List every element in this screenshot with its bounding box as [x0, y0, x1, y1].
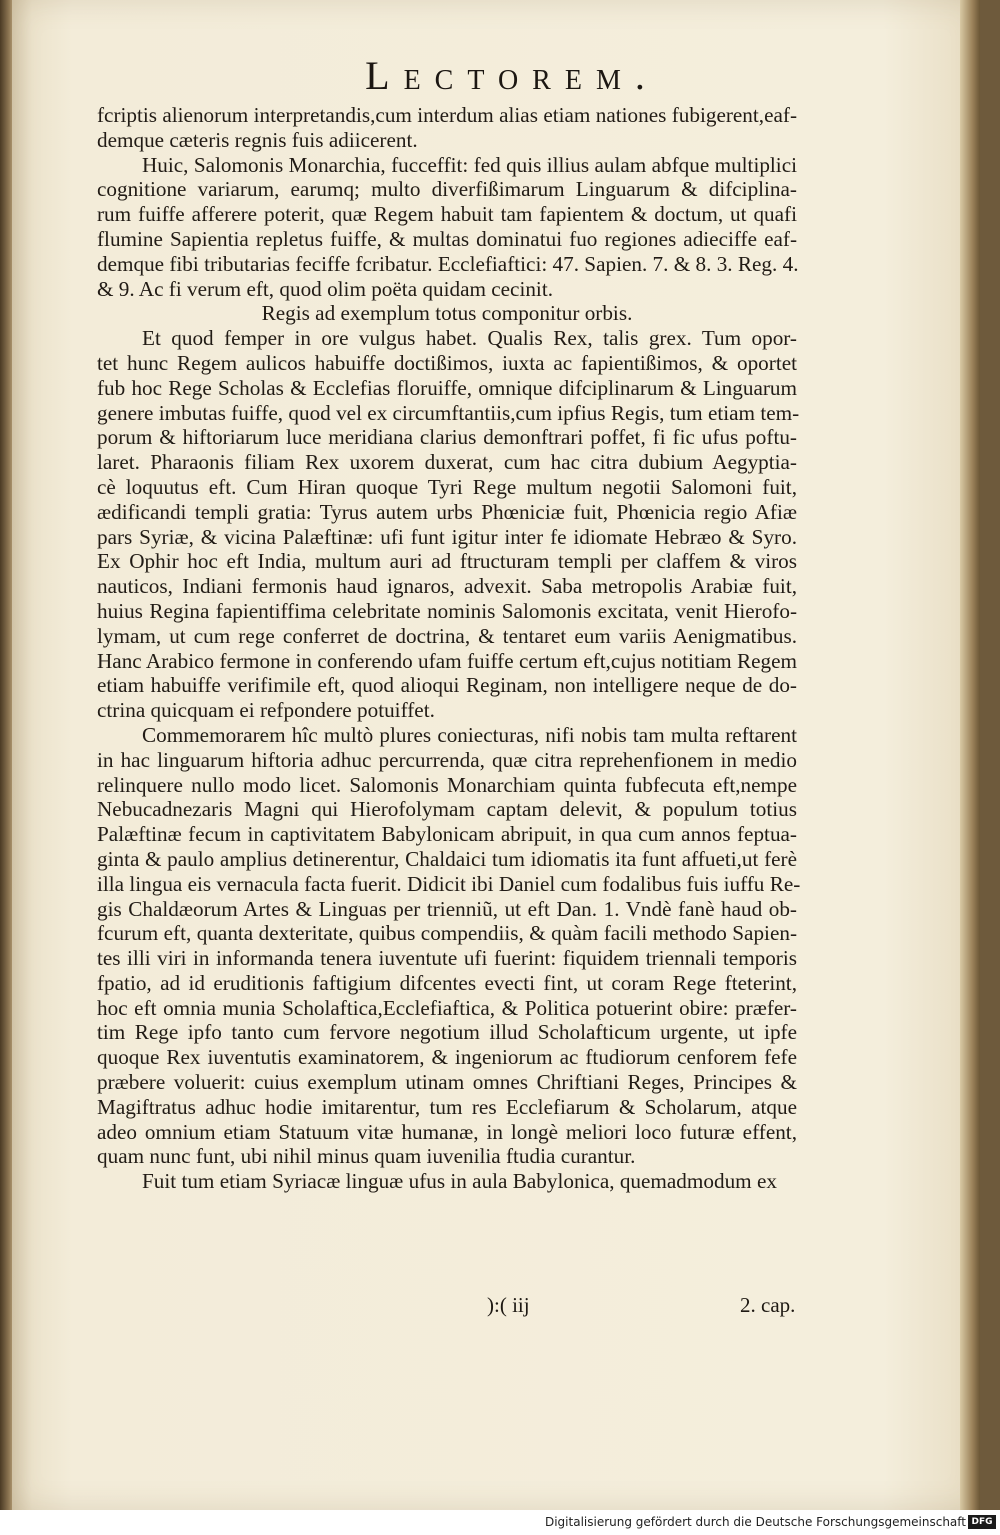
- text-line: in hac linguarum hiftoria adhuc percurrenda, quæ citra reprehenfionem in medio: [97, 747, 797, 772]
- text-line: Ex Ophir hoc eft India, multum auri ad ftructuram templi per claffem & viros: [97, 549, 797, 574]
- book-page: [12, 0, 980, 1510]
- text-line: ædificandi templi gratia: Tyrus autem urbs Phœniciæ fuit, Phœnicia regio Afiæ: [97, 499, 797, 524]
- text-line: fcriptis alienorum interpretandis,cum interdum alias etiam nationes fubigerent,eaf-: [97, 103, 797, 127]
- catchword: 2. cap.: [740, 1293, 796, 1317]
- page-footer: [12, 1293, 980, 1319]
- page-fore-edge: [960, 0, 980, 1510]
- text-line: Huic, Salomonis Monarchia, fucceffit: fed quis illius aulam abfque multiplici: [142, 152, 797, 177]
- text-line: lymam, ut cum rege conferret de doctrina, & tentaret eum variis Aenigmatibus.: [97, 623, 797, 648]
- text-line: cognitione variarum, earumq; multo diverfißimarum Linguarum & difciplina-: [97, 177, 797, 202]
- text-line: ginta & paulo amplius detinerentur, Chaldaici tum idiomatis ita funt affueti,ut ferè: [97, 846, 797, 871]
- text-line: Hanc Arabico fermone in conferendo ufam fuiffe certum eft,cujus notitiam Regem: [97, 648, 797, 673]
- text-line: laret. Pharaonis filiam Rex uxorem duxerat, cum hac citra dubium Aegyptia-: [97, 450, 797, 475]
- text-line: cè loquutus eft. Cum Hiran quoque Tyri Rege multum negotii Salomoni fuit,: [97, 474, 797, 499]
- text-line: relinquere nullo modo licet. Salomonis Monarchiam quinta fubfecuta eft,nempe: [97, 772, 797, 797]
- body-text: [97, 103, 801, 1194]
- text-line: gis Chaldæorum Artes & Linguas per trienniũ, ut eft Dan. 1. Vndè fanè haud ob-: [97, 896, 797, 921]
- text-line: Magiftratus adhuc hodie imitarentur, tum res Ecclefiarum & Scholarum, atque: [97, 1094, 797, 1119]
- text-line: flumine Sapientia repletus fuiffe, & multas dominatui fuo regiones adieciffe eaf-: [97, 226, 797, 251]
- text-line: huius Regina fapientiffima celebritate nominis Salomonis excitata, venit Hierofo-: [97, 598, 797, 623]
- credit-bar: [0, 1510, 1000, 1535]
- text-line: tet hunc Regem aulicos habuiffe doctißimos, iuxta ac fapientißimos, & oportet: [97, 350, 797, 375]
- text-line: etiam habuiffe verifimile eft, quod alioqui Reginam, non intelligere neque de do-: [97, 673, 797, 698]
- text-line: nauticos, Indiani fermonis haud ignaros, advexit. Saba metropolis Arabiæ fuit,: [97, 574, 797, 599]
- text-line: & 9. Ac fi verum eft, quod olim poëta quidam cecinit.: [97, 276, 554, 301]
- text-line: genere imbutas fuiffe, quod vel ex circumftantiis,cum ipfius Regis, tum etiam tem-: [97, 400, 800, 425]
- text-line: Regis ad exemplum totus componitur orbis.: [261, 301, 633, 326]
- text-line: quam nunc funt, ubi nihil minus quam iuvenilia ftudia curantur.: [97, 1144, 636, 1169]
- text-line: Palæftinæ fecum in captivitatem Babylonicam abripuit, in qua cum annos feptua-: [97, 822, 797, 847]
- text-line: Fuit tum etiam Syriacæ linguæ ufus in aula Babylonica, quemadmodum ex: [142, 1169, 777, 1194]
- text-line: fub hoc Rege Scholas & Ecclefias floruiffe, omnique difciplinarum & Linguarum: [97, 375, 797, 400]
- text-line: porum & hiftoriarum luce meridiana clarius demonftrari poffet, fi fic ufus poftu-: [97, 425, 797, 450]
- text-line: rum fuiffe afferere poterit, quæ Regem habuit tam fapientem & doctum, ut quafi: [97, 202, 797, 227]
- text-line: fcurum eft, quanta dexteritate, quibus compendiis, & quàm facili methodo Sapien-: [97, 921, 797, 946]
- text-line: tes illi viri in informanda tenera iuventute ufi fuerint: fiquidem triennali temporis: [97, 946, 797, 971]
- text-line: adeo omnium etiam Statuum vitæ humanæ, in longè meliori loco futuræ effent,: [97, 1119, 797, 1144]
- text-line: pars Syriæ, & vicina Palæftinæ: ufi funt igitur inter fe idiomate Hebræo & Syro.: [97, 524, 797, 549]
- text-line: Commemorarem hîc multò plures coniecturas, nifi nobis tam multa reftarent: [142, 722, 797, 747]
- signature-mark: ):( iij: [487, 1293, 530, 1317]
- funding-credit: Digitalisierung gefördert durch die Deutsche Forschungsgemeinschaft: [544, 1515, 966, 1529]
- text-line: demque cæteris regnis fuis adiicerent.: [97, 127, 418, 152]
- text-line: fpatio, ad id eruditionis faftigium difcentes evecti fint, ut coram Rege fteterint,: [97, 970, 797, 995]
- text-line: quoque Rex iuventutis examinatorem, & ingeniorum ac ftudiorum cenforem fefe: [97, 1045, 797, 1070]
- text-line: præbere voluerit: cuius exemplum utinam omnes Chriftiani Reges, Principes &: [97, 1070, 797, 1095]
- text-line: hoc eft omnia munia Scholaftica,Ecclefiaftica, & Politica potuerint obire: præfer-: [97, 995, 797, 1020]
- dfg-logo: DFG: [968, 1515, 996, 1529]
- text-line: tim Rege ipfo tanto cum fervore negotium illud Scholafticum urgente, ut ipfe: [97, 1020, 797, 1045]
- text-line: Et quod femper in ore vulgus habet. Qualis Rex, talis grex. Tum opor-: [142, 326, 797, 351]
- text-line: Nebucadnezaris Magni qui Hierofolymam captam delevit, & populum totius: [97, 797, 797, 822]
- text-line: illa lingua eis vernacula facta fuerit. Didicit ibi Daniel cum fodalibus fuis iuffu Re-: [97, 871, 801, 896]
- text-line: ctrina quicquam ei refpondere potuiffet.: [97, 698, 435, 723]
- running-header: Lectorem.: [365, 53, 659, 98]
- text-line: demque fibi tributarias feciffe fcribatur. Ecclefiaftici: 47. Sapien. 7. & 8. 3. Reg. 4.: [97, 251, 799, 276]
